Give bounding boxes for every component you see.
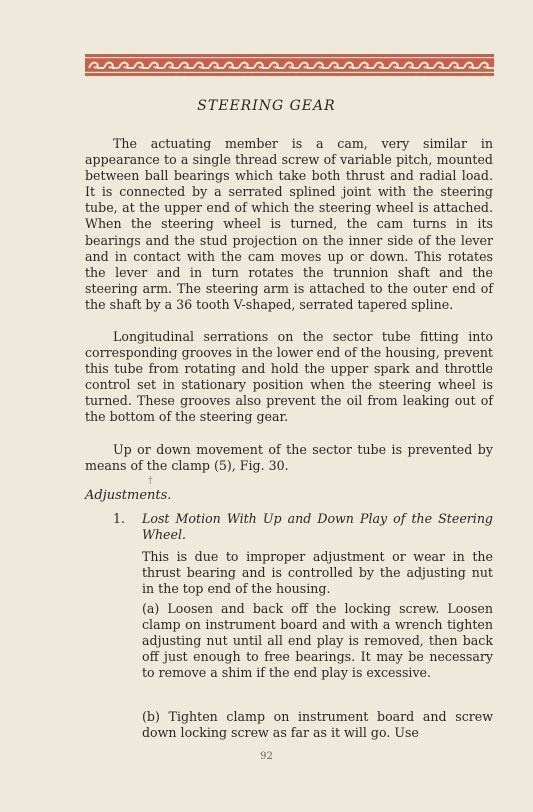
section-title: STEERING GEAR: [197, 98, 336, 114]
item-description: This is due to improper adjustment or wear in the thrust bearing and is controlled by the adjusting nut in the top end of the housing.: [142, 549, 493, 597]
paragraph-serrations: Longitudinal serrations on the sector tube fitting into corresponding grooves in the lower end of the housing, prevent this tube from rotating and hold the upper spark and throttle control set in stationary position when the steering wheel is turned. These grooves also prevent the oil from leaking out of the bottom of the steering gear.: [85, 329, 493, 425]
paragraph-cam: The actuating member is a cam, very similar in appearance to a single thread screw of variable pitch, mounted between ball bearings which take both thrust and radial load. It is connected by a serrated splined joint with the steering tube, at the upper end of which the steering wheel is attached. When the steering wheel is turned, the cam turns in its bearings and the stud projection on the inner side of the lever and in contact with the cam moves up or down. This rotates the lever and in turn rotates the trunnion shaft and the steering arm. The steering arm is attached to the outer end of the shaft by a 36 tooth V-shaped, serrated tapered spline.: [85, 136, 493, 312]
ink-mark: †: [148, 476, 153, 486]
item-number: 1.: [113, 511, 126, 526]
page-number: 92: [260, 751, 273, 762]
paragraph-clamp: Up or down movement of the sector tube is prevented by means of the clamp (5), Fig. 30.: [85, 442, 493, 474]
item-title: Lost Motion With Up and Down Play of the Steering Wheel.: [142, 511, 493, 542]
adjustments-heading: Adjustments.: [85, 488, 172, 503]
decorative-wave-border: [85, 54, 494, 76]
step-a: (a) Loosen and back off the locking screw. Loosen clamp on instrument board and with a wrench tighten adjusting nut until all end play is removed, then back off just enough to free bearings. It may be necessary to remove a shim if the end play is excessive.: [142, 601, 493, 681]
step-b: (b) Tighten clamp on instrument board and screw down locking screw as far as it will go. Use: [142, 709, 493, 741]
